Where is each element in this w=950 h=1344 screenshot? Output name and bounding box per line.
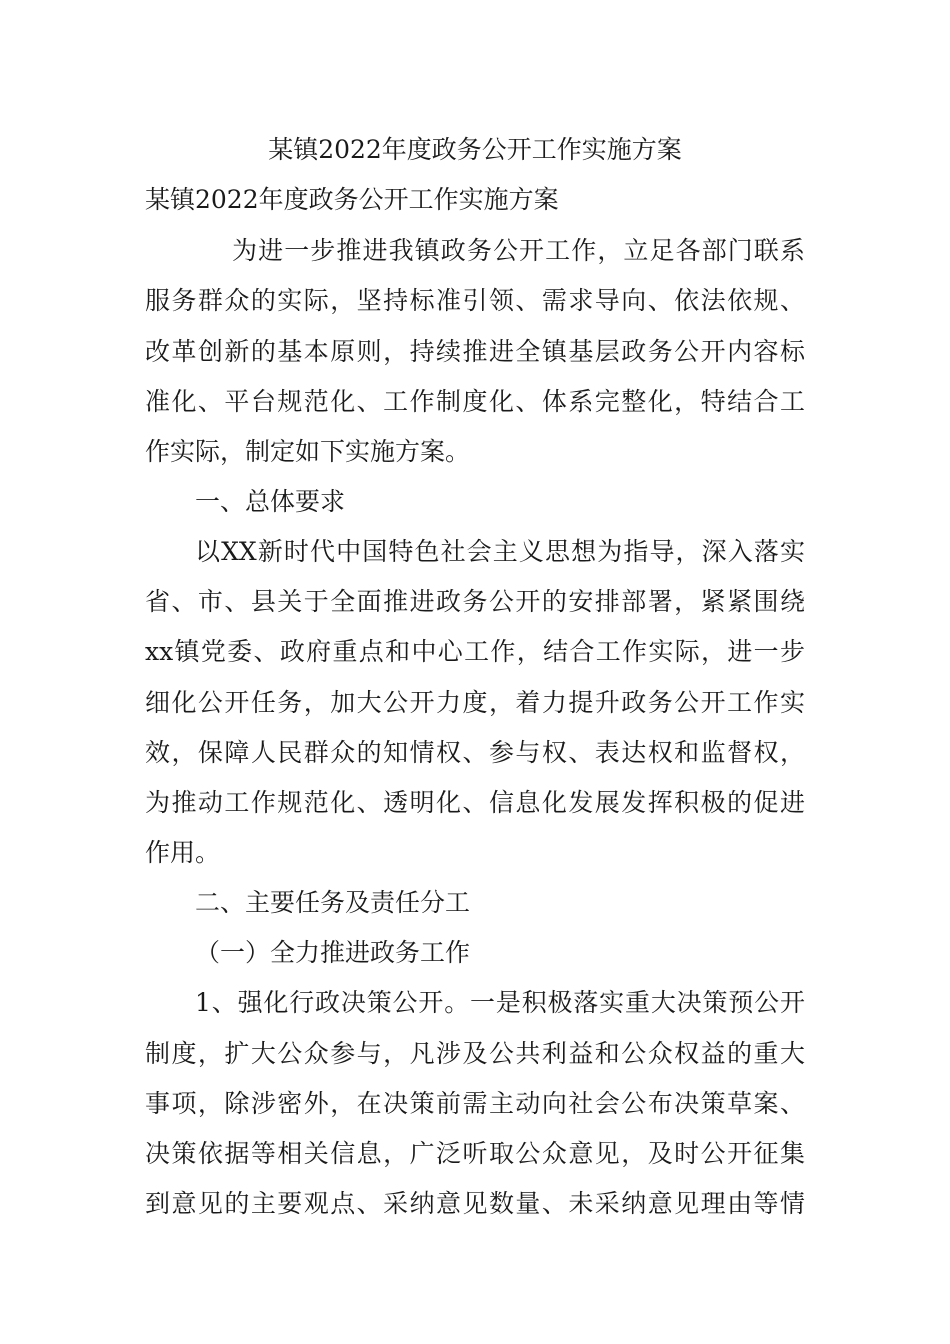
- item1-line-1: 1、强化行政决策公开。一是积极落实重大决策预公开: [195, 988, 805, 1017]
- section1-line-2: 省、市、县关于全面推进政务公开的安排部署，紧紧围绕: [145, 587, 805, 616]
- section1-line-6: 为推动工作规范化、透明化、信息化发展发挥积极的促进: [145, 788, 805, 817]
- section1-line-5: 效，保障人民群众的知情权、参与权、表达权和监督权，: [145, 738, 805, 767]
- section2-subheading-1: （一）全力推进政务工作: [195, 938, 471, 967]
- section2-heading: 二、主要任务及责任分工: [195, 888, 471, 917]
- item1-line-3: 事项，除涉密外，在决策前需主动向社会公布决策草案、: [145, 1089, 805, 1118]
- intro-line-3: 改革创新的基本原则，持续推进全镇基层政务公开内容标: [145, 337, 805, 366]
- item1-line-4: 决策依据等相关信息，广泛听取公众意见，及时公开征集: [145, 1139, 805, 1168]
- document-title-centered: 某镇2022年度政务公开工作实施方案: [268, 135, 682, 164]
- section1-heading: 一、总体要求: [195, 487, 346, 516]
- section1-line-4: 细化公开任务，加大公开力度，着力提升政务公开工作实: [145, 688, 805, 717]
- section1-line-7: 作用。: [145, 838, 221, 867]
- document-title-left: 某镇2022年度政务公开工作实施方案: [145, 185, 559, 214]
- item1-line-5: 到意见的主要观点、采纳意见数量、未采纳意见理由等情: [145, 1189, 805, 1218]
- intro-line-4: 准化、平台规范化、工作制度化、体系完整化，特结合工: [145, 387, 805, 416]
- intro-line-5: 作实际，制定如下实施方案。: [145, 437, 471, 466]
- section1-line-1: 以XX新时代中国特色社会主义思想为指导，深入落实: [195, 537, 805, 566]
- intro-line-2: 服务群众的实际，坚持标准引领、需求导向、依法依规、: [145, 286, 805, 315]
- section1-line-3: xx镇党委、政府重点和中心工作，结合工作实际，进一步: [145, 637, 805, 666]
- item1-line-2: 制度，扩大公众参与，凡涉及公共利益和公众权益的重大: [145, 1039, 805, 1068]
- intro-line-1: 为进一步推进我镇政务公开工作，立足各部门联系: [232, 236, 805, 265]
